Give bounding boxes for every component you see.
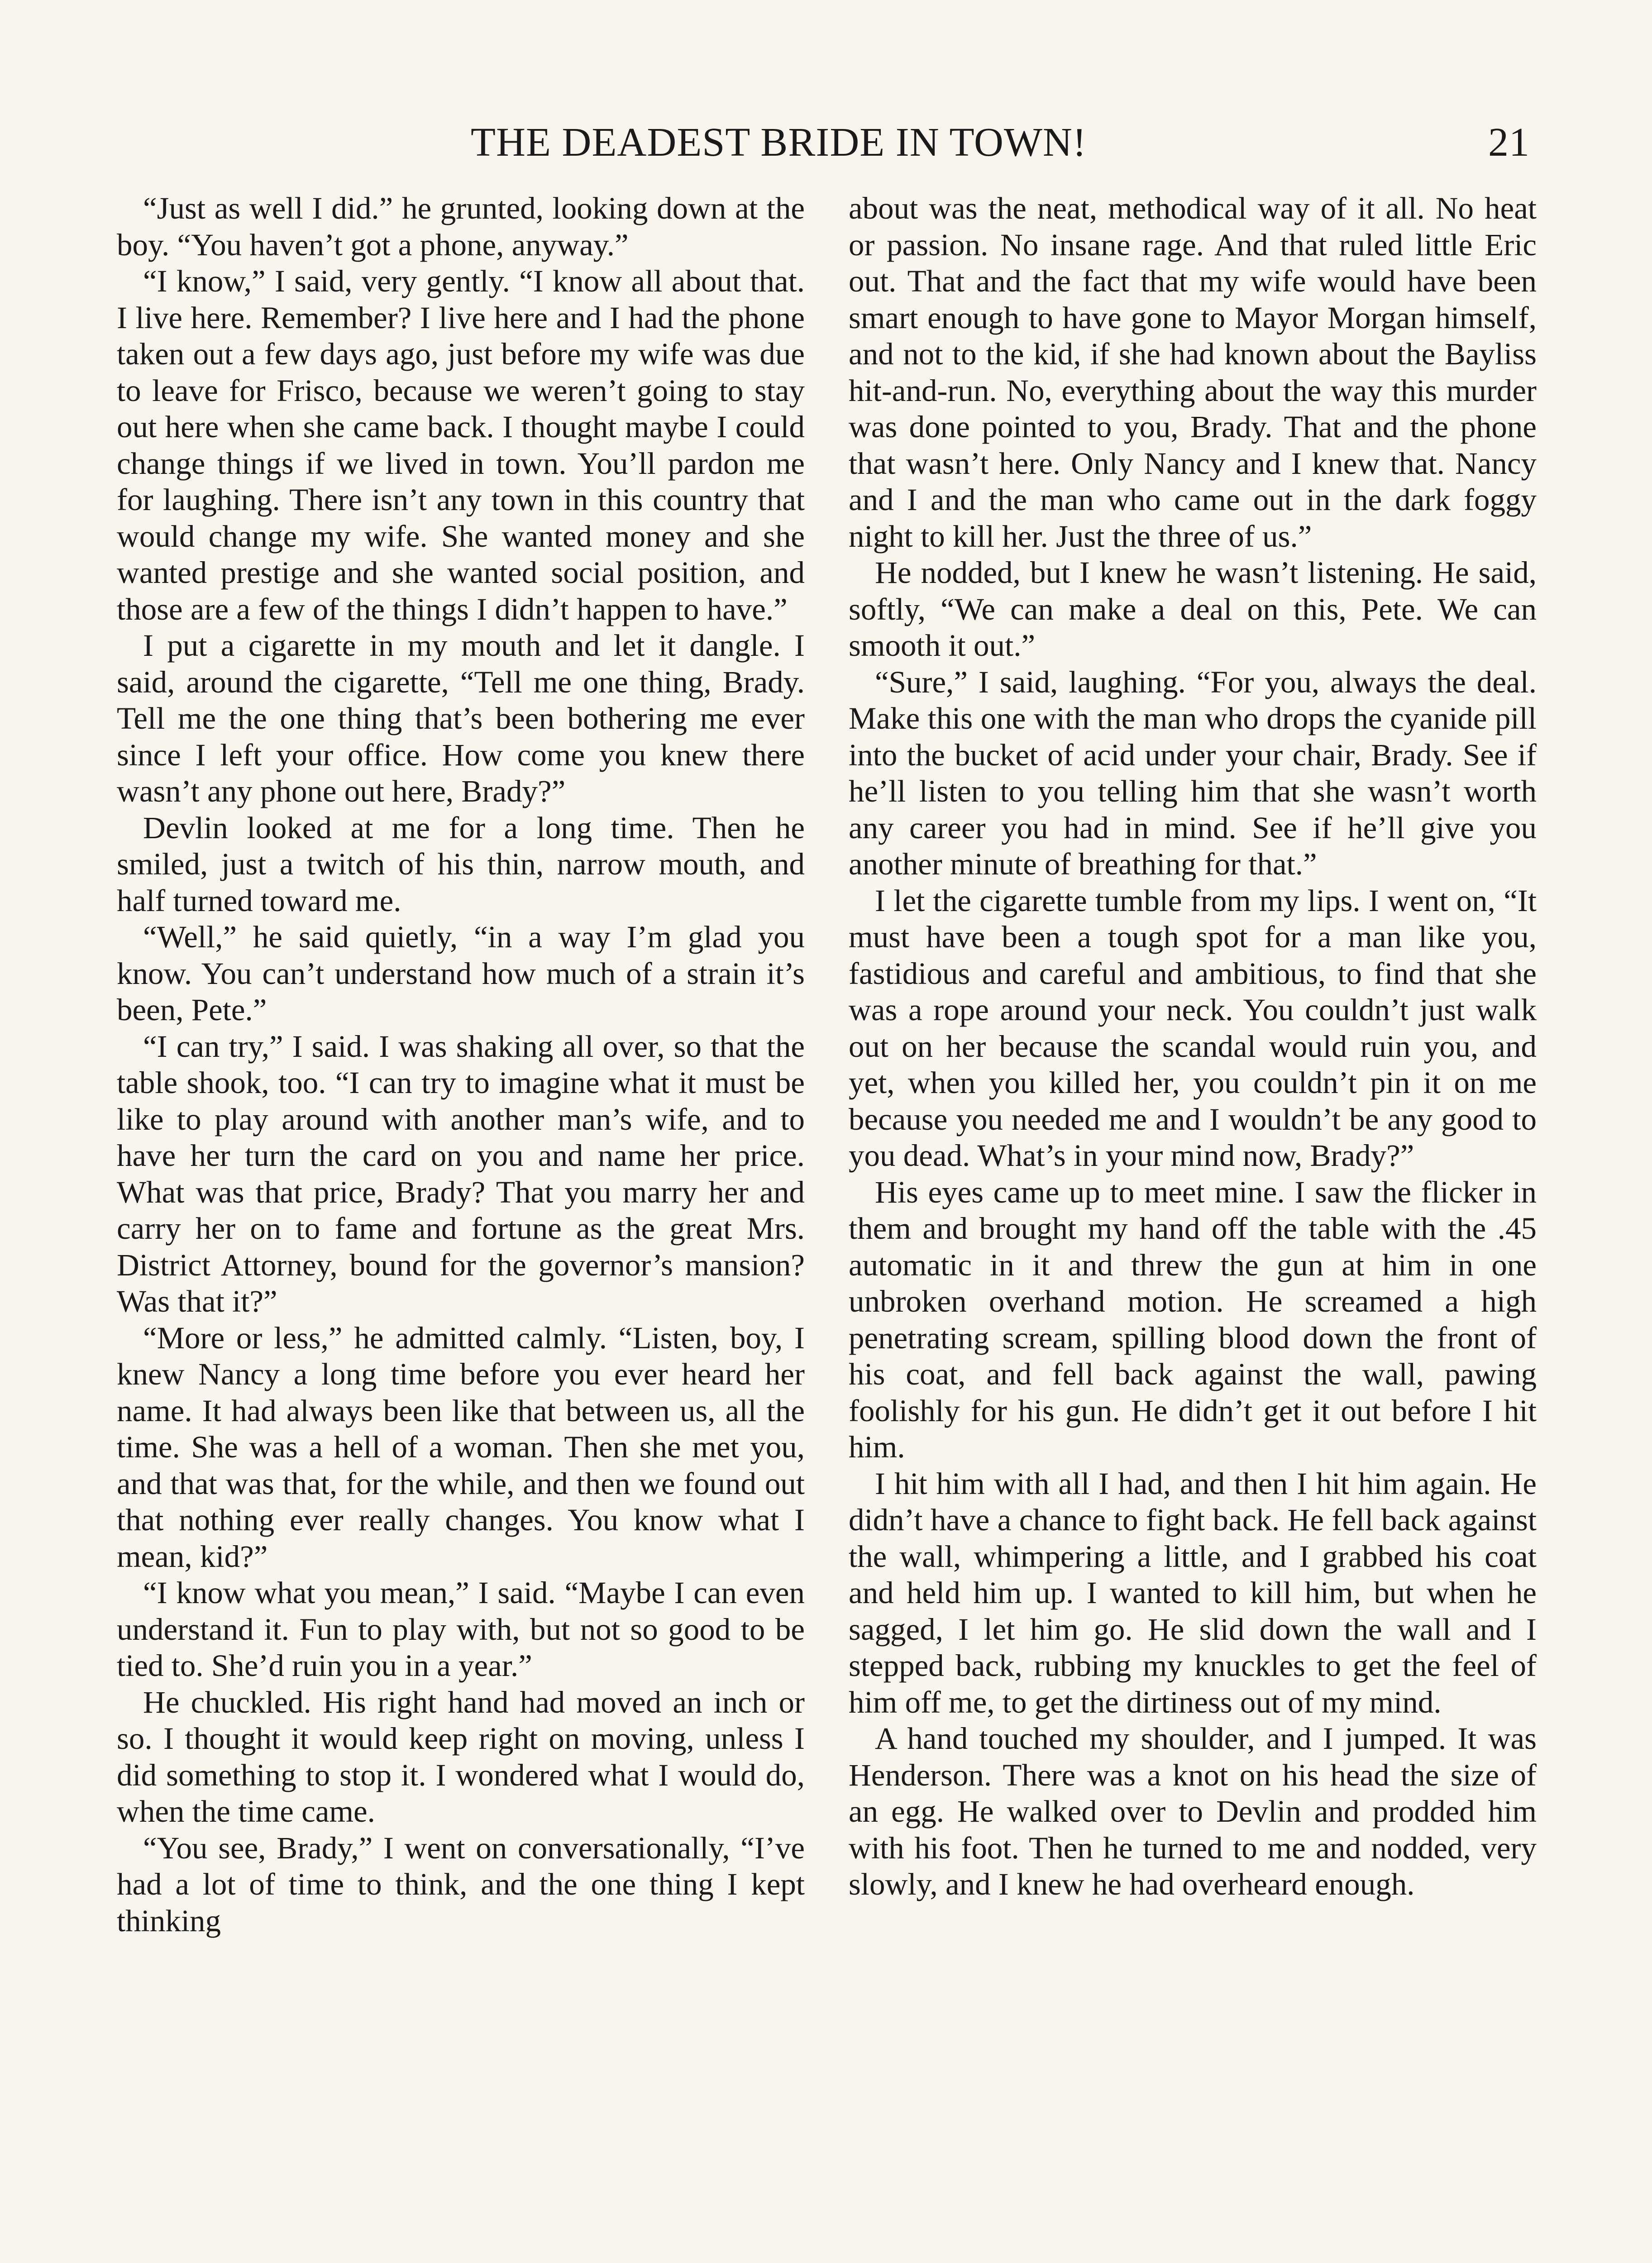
paragraph: “Well,” he said quietly, “in a way I’m glad you know. You can’t understand how much of a strain it’s been, Pete.” <box>117 920 805 1027</box>
paragraph: Devlin looked at me for a long time. Then he smiled, just a twitch of his thin, narrow mouth, and half turned toward me. <box>117 810 805 918</box>
left-column <box>117 190 805 1939</box>
paragraph: I hit him with all I had, and then I hit him again. He didn’t have a chance to fight back. He fell back against the wall, whimpering a little, and I grabbed his coat and held him up. I wanted to kill him, but when he sagged, I let him go. He slid down the wall and I stepped back, rubbing my knuckles to get the feel of him off me, to get the dirtiness out of my mind. <box>849 1466 1537 1719</box>
paragraph: He nodded, but I knew he wasn’t listening. He said, softly, “We can make a deal on this, Pete. We can smooth it out.” <box>849 555 1537 663</box>
chapter-title: THE DEADEST BRIDE IN TOWN! <box>471 120 1087 165</box>
paragraph: His eyes came up to meet mine. I saw the flicker in them and brought my hand off the table with the .45 automatic in it and threw the gun at him in one unbroken overhand motion. He screamed a high penetrating scream, spilling blood down the front of his coat, and fell back against the wall, pawing foolishly for his gun. He didn’t get it out before I hit him. <box>849 1174 1537 1464</box>
paragraph: “You see, Brady,” I went on conversationally, “I’ve had a lot of time to think, and the one thing I kept thinking <box>117 1830 805 1938</box>
paragraph: A hand touched my shoulder, and I jumped. It was Henderson. There was a knot on his head the size of an egg. He walked over to Devlin and prodded him with his foot. Then he turned to me and nodded, very slowly, and I knew he had overheard enough. <box>849 1721 1537 1901</box>
paragraph-continued: about was the neat, methodical way of it all. No heat or passion. No insane rage. And that ruled little Eric out. That and the fact that my wife would have been smart enough to have gone to Mayor Morgan himself, and not to the kid, if she had known about the Bayliss hit-and-run. No, everything about the way this murder was done pointed to you, Brady. That and the phone that wasn’t here. Only Nancy and I knew that. Nancy and I and the man who came out in the dark foggy night to kill her. Just the three of us.” <box>849 191 1537 554</box>
running-header <box>471 115 1530 170</box>
paragraph: “I can try,” I said. I was shaking all over, so that the table shook, too. “I can try to imagine what it must be like to play around with another man’s wife, and to have her turn the card on you and name her price. What was that price, Brady? That you marry her and carry her on to fame and fortune as the great Mrs. District Attorney, bound for the governor’s mansion? Was that it?” <box>117 1029 805 1318</box>
paragraph: I put a cigarette in my mouth and let it dangle. I said, around the cigarette, “Tell me one thing, Brady. Tell me the one thing that’s been bothering me ever since I left your office. How come you knew there wasn’t any phone out here, Brady?” <box>117 628 805 808</box>
paragraph: “Just as well I did.” he grunted, looking down at the boy. “You haven’t got a phone, anyway.” <box>117 191 805 262</box>
paragraph: I let the cigarette tumble from my lips. I went on, “It must have been a tough spot for a man like you, fastidious and careful and ambitious, to find that she was a rope around your neck. You couldn’t just walk out on her because the scandal would ruin you, and yet, when you killed her, you couldn’t pin it on me because you needed me and I wouldn’t be any good to you dead. What’s in your mind now, Brady?” <box>849 883 1537 1173</box>
page-number: 21 <box>1488 120 1530 165</box>
paragraph: “I know what you mean,” I said. “Maybe I can even understand it. Fun to play with, but not so good to be tied to. She’d ruin you in a year.” <box>117 1576 805 1683</box>
paragraph: “More or less,” he admitted calmly. “Listen, boy, I knew Nancy a long time before you ever heard her name. It had always been like that between us, all the time. She was a hell of a woman. Then she met you, and that was that, for the while, and then we found out that nothing ever really changes. You know what I mean, kid?” <box>117 1320 805 1574</box>
paragraph: “I know,” I said, very gently. “I know all about that. I live here. Remember? I live here and I had the phone taken out a few days ago, just before my wife was due to leave for Frisco, because we weren’t going to stay out here when she came back. I thought maybe I could change things if we lived in town. You’ll pardon me for laughing. There isn’t any town in this country that would change my wife. She wanted money and she wanted prestige and she wanted social position, and those are a few of the things I didn’t happen to have.” <box>117 264 805 626</box>
paragraph: “Sure,” I said, laughing. “For you, always the deal. Make this one with the man who drops the cyanide pill into the bucket of acid under your chair, Brady. See if he’ll listen to you telling him that she wasn’t worth any career you had in mind. See if he’ll give you another minute of breathing for that.” <box>849 664 1537 881</box>
right-column <box>849 190 1537 1903</box>
paragraph: He chuckled. His right hand had moved an inch or so. I thought it would keep right on moving, unless I did something to stop it. I wondered what I would do, when the time came. <box>117 1685 805 1829</box>
